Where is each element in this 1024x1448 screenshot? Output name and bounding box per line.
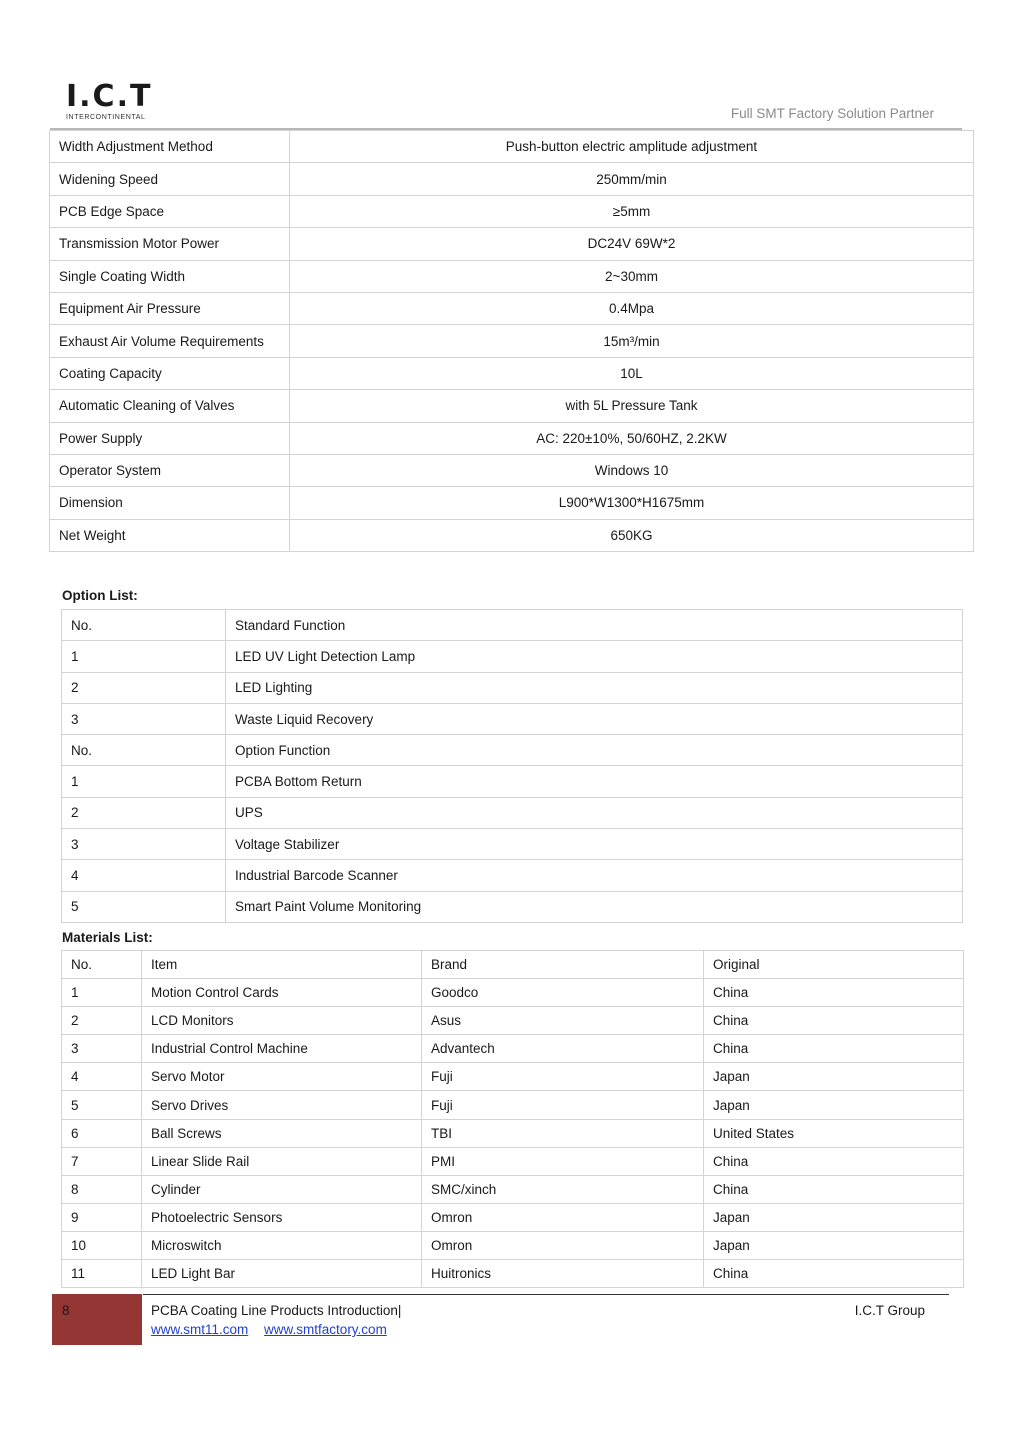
spec-value: 0.4Mpa: [290, 292, 974, 324]
material-no: 4: [62, 1063, 142, 1091]
option-row: [62, 797, 963, 828]
page-number: 8: [62, 1303, 70, 1318]
material-no: 10: [62, 1231, 142, 1259]
footer-divider: [143, 1294, 949, 1295]
option-no: 2: [62, 797, 226, 828]
logo-mark: I.C.T: [66, 79, 153, 114]
materials-row: [62, 1147, 964, 1175]
company-logo: [66, 79, 176, 124]
page-number-block: [52, 1294, 142, 1345]
option-name: LED Lighting: [226, 672, 963, 703]
footer-link-smtfactory[interactable]: www.smtfactory.com: [264, 1322, 387, 1337]
spec-value: 15m³/min: [290, 325, 974, 357]
material-item: Cylinder: [142, 1175, 422, 1203]
spec-row: [50, 325, 974, 357]
material-origin: China: [704, 1007, 964, 1035]
option-no: 3: [62, 703, 226, 734]
spec-key: Dimension: [50, 487, 290, 519]
spec-key: Equipment Air Pressure: [50, 292, 290, 324]
materials-row: [62, 1063, 964, 1091]
spec-value: ≥5mm: [290, 195, 974, 227]
materials-list-table: [61, 950, 964, 1288]
option-no: 4: [62, 860, 226, 891]
material-item: Motion Control Cards: [142, 979, 422, 1007]
material-brand: Omron: [422, 1231, 704, 1259]
option-name: Industrial Barcode Scanner: [226, 860, 963, 891]
materials-row: [62, 1007, 964, 1035]
materials-row: [62, 1091, 964, 1119]
materials-row: [62, 1035, 964, 1063]
material-origin: Japan: [704, 1203, 964, 1231]
spec-row: [50, 260, 974, 292]
option-row: [62, 860, 963, 891]
spec-row: [50, 292, 974, 324]
option-name: UPS: [226, 797, 963, 828]
option-row: [62, 610, 963, 641]
material-item: Industrial Control Machine: [142, 1035, 422, 1063]
material-brand: Huitronics: [422, 1260, 704, 1288]
spec-row: [50, 195, 974, 227]
material-brand: SMC/xinch: [422, 1175, 704, 1203]
option-row: [62, 641, 963, 672]
spec-value: Push-button electric amplitude adjustment: [290, 131, 974, 163]
option-no: 3: [62, 829, 226, 860]
material-origin: China: [704, 1260, 964, 1288]
materials-row: [62, 1231, 964, 1259]
spec-row: [50, 519, 974, 551]
material-origin: United States: [704, 1119, 964, 1147]
option-name: Smart Paint Volume Monitoring: [226, 891, 963, 922]
footer-company: I.C.T Group: [854, 1303, 925, 1318]
material-item: LED Light Bar: [142, 1260, 422, 1288]
spec-value: Windows 10: [290, 454, 974, 486]
materials-row: [62, 1175, 964, 1203]
spec-value: 250mm/min: [290, 163, 974, 195]
spec-row: [50, 422, 974, 454]
spec-key: Net Weight: [50, 519, 290, 551]
materials-header-cell: Brand: [422, 951, 704, 979]
material-brand: Fuji: [422, 1063, 704, 1091]
spec-value: with 5L Pressure Tank: [290, 390, 974, 422]
material-item: Servo Motor: [142, 1063, 422, 1091]
option-no: 1: [62, 641, 226, 672]
material-no: 1: [62, 979, 142, 1007]
material-brand: TBI: [422, 1119, 704, 1147]
spec-row: [50, 163, 974, 195]
material-no: 2: [62, 1007, 142, 1035]
spec-value: DC24V 69W*2: [290, 228, 974, 260]
material-origin: China: [704, 1147, 964, 1175]
option-list-table: [61, 609, 963, 923]
material-origin: Japan: [704, 1091, 964, 1119]
spec-key: Single Coating Width: [50, 260, 290, 292]
spec-row: [50, 357, 974, 389]
materials-header-row: [62, 951, 964, 979]
option-name: Waste Liquid Recovery: [226, 703, 963, 734]
footer-title: PCBA Coating Line Products Introduction|: [151, 1303, 402, 1318]
logo-subtitle: INTERCONTINENTAL: [66, 114, 146, 121]
material-origin: China: [704, 979, 964, 1007]
spec-value: 2~30mm: [290, 260, 974, 292]
spec-row: [50, 390, 974, 422]
material-brand: PMI: [422, 1147, 704, 1175]
option-row: [62, 672, 963, 703]
materials-header-cell: Item: [142, 951, 422, 979]
material-no: 3: [62, 1035, 142, 1063]
materials-list-title: Materials List:: [62, 930, 153, 945]
materials-row: [62, 979, 964, 1007]
option-name: PCBA Bottom Return: [226, 766, 963, 797]
spec-key: Coating Capacity: [50, 357, 290, 389]
material-origin: China: [704, 1175, 964, 1203]
material-no: 11: [62, 1260, 142, 1288]
spec-key: Operator System: [50, 454, 290, 486]
specification-table: [49, 130, 974, 552]
spec-key: PCB Edge Space: [50, 195, 290, 227]
materials-header-cell: No.: [62, 951, 142, 979]
materials-header-cell: Original: [704, 951, 964, 979]
spec-row: [50, 454, 974, 486]
materials-row: [62, 1119, 964, 1147]
spec-key: Transmission Motor Power: [50, 228, 290, 260]
material-no: 7: [62, 1147, 142, 1175]
materials-row: [62, 1260, 964, 1288]
spec-row: [50, 228, 974, 260]
material-brand: Omron: [422, 1203, 704, 1231]
spec-value: 650KG: [290, 519, 974, 551]
option-name: Voltage Stabilizer: [226, 829, 963, 860]
materials-row: [62, 1203, 964, 1231]
material-origin: China: [704, 1035, 964, 1063]
option-name: LED UV Light Detection Lamp: [226, 641, 963, 672]
option-row: [62, 735, 963, 766]
option-no: No.: [62, 735, 226, 766]
option-row: [62, 829, 963, 860]
option-name: Option Function: [226, 735, 963, 766]
material-no: 8: [62, 1175, 142, 1203]
material-brand: Goodco: [422, 979, 704, 1007]
material-brand: Asus: [422, 1007, 704, 1035]
spec-value: L900*W1300*H1675mm: [290, 487, 974, 519]
header-tagline: Full SMT Factory Solution Partner: [730, 106, 934, 121]
material-item: Ball Screws: [142, 1119, 422, 1147]
material-brand: Advantech: [422, 1035, 704, 1063]
option-no: 1: [62, 766, 226, 797]
spec-key: Power Supply: [50, 422, 290, 454]
footer-link-smt11[interactable]: www.smt11.com: [151, 1322, 249, 1337]
material-item: Linear Slide Rail: [142, 1147, 422, 1175]
material-brand: Fuji: [422, 1091, 704, 1119]
option-name: Standard Function: [226, 610, 963, 641]
material-item: LCD Monitors: [142, 1007, 422, 1035]
material-item: Microswitch: [142, 1231, 422, 1259]
material-no: 9: [62, 1203, 142, 1231]
spec-key: Widening Speed: [50, 163, 290, 195]
option-list-title: Option List:: [62, 588, 138, 603]
spec-key: Width Adjustment Method: [50, 131, 290, 163]
spec-row: [50, 131, 974, 163]
option-no: 2: [62, 672, 226, 703]
option-row: [62, 703, 963, 734]
spec-value: 10L: [290, 357, 974, 389]
spec-key: Automatic Cleaning of Valves: [50, 390, 290, 422]
option-row: [62, 891, 963, 922]
material-origin: Japan: [704, 1231, 964, 1259]
spec-row: [50, 487, 974, 519]
spec-key: Exhaust Air Volume Requirements: [50, 325, 290, 357]
option-row: [62, 766, 963, 797]
material-item: Photoelectric Sensors: [142, 1203, 422, 1231]
material-item: Servo Drives: [142, 1091, 422, 1119]
material-no: 5: [62, 1091, 142, 1119]
material-no: 6: [62, 1119, 142, 1147]
option-no: No.: [62, 610, 226, 641]
spec-value: AC: 220±10%, 50/60HZ, 2.2KW: [290, 422, 974, 454]
option-no: 5: [62, 891, 226, 922]
material-origin: Japan: [704, 1063, 964, 1091]
footer-links: [151, 1322, 399, 1337]
